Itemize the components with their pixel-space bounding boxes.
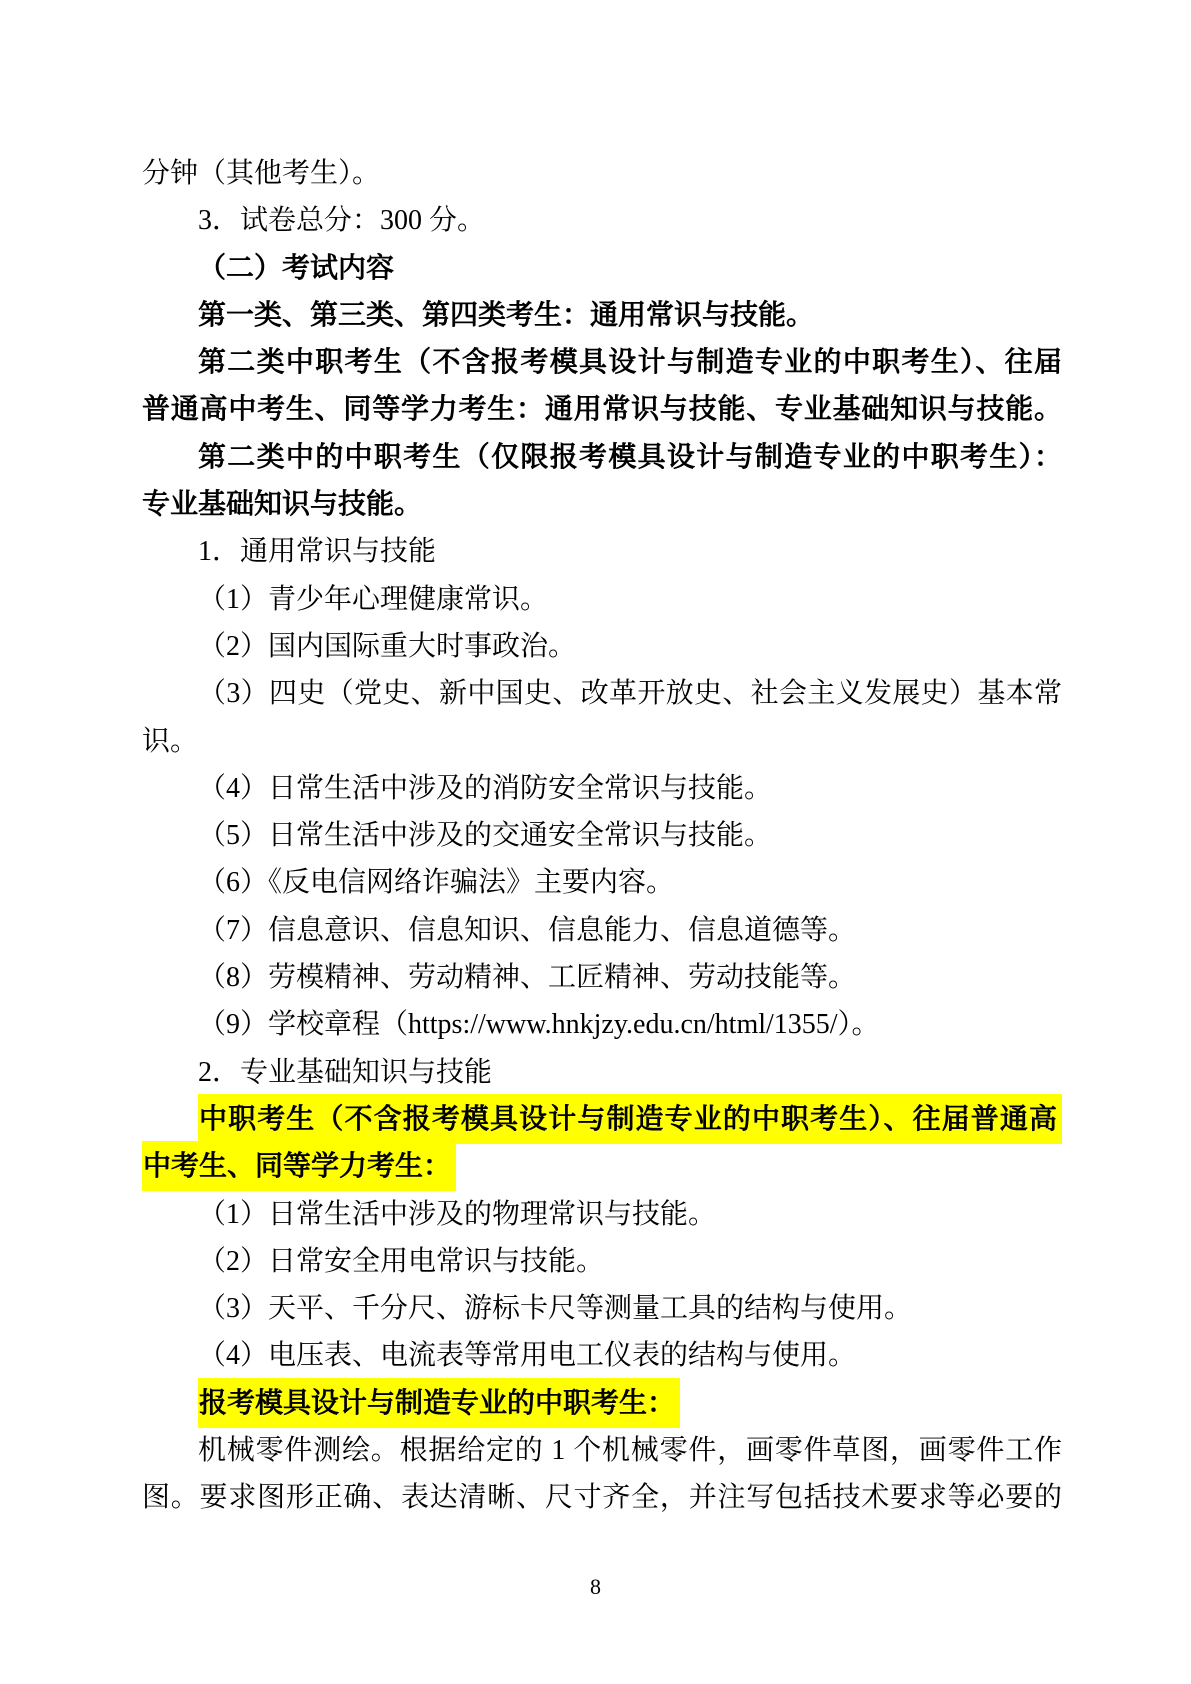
highlighted-text: 中职考生（不含报考模具设计与制造专业的中职考生）、往届普通高 [198, 1094, 1062, 1144]
text-line: （8）劳模精神、劳动精神、工匠精神、劳动技能等。 [198, 962, 857, 994]
text-line: （5）日常生活中涉及的交通安全常识与技能。 [198, 820, 773, 852]
text-line: （4）日常生活中涉及的消防安全常识与技能。 [198, 772, 773, 804]
text-line: （3）四史（党史、新中国史、改革开放史、社会主义发展史）基本常 [198, 678, 1062, 710]
highlighted-text: 报考模具设计与制造专业的中职考生： [198, 1378, 680, 1428]
page-number: 8 [590, 1574, 601, 1599]
text-line: 第二类中职考生（不含报考模具设计与制造专业的中职考生）、往届 [198, 347, 1062, 379]
text-line: 图。要求图形正确、表达清晰、尺寸齐全，并注写包括技术要求等必要的 [142, 1482, 1062, 1514]
text-line: 第一类、第三类、第四类考生：通用常识与技能。 [198, 299, 815, 331]
text-line: 1．通用常识与技能 [198, 536, 437, 568]
text-line: 2．专业基础知识与技能 [198, 1056, 493, 1088]
text-line: （二）考试内容 [198, 252, 395, 284]
text-line: （9）学校章程（https://www.hnkjzy.edu.cn/html/1355/）。 [198, 1009, 880, 1041]
text-line [142, 1380, 1062, 1427]
text-line: 3．试卷总分：300 分。 [198, 205, 486, 237]
text-line: （2）日常安全用电常识与技能。 [198, 1245, 605, 1277]
text-line [142, 1143, 1062, 1190]
text-line: （1）日常生活中涉及的物理常识与技能。 [198, 1198, 717, 1230]
document-body [142, 150, 1062, 1522]
text-line: 机械零件测绘。根据给定的 1 个机械零件，画零件草图，画零件工作 [198, 1435, 1062, 1467]
text-line: （6）《反电信网络诈骗法》主要内容。 [198, 867, 675, 899]
text-line: 识。 [142, 725, 199, 757]
text-line: 普通高中考生、同等学力考生：通用常识与技能、专业基础知识与技能。 [142, 394, 1062, 426]
text-line [142, 1096, 1062, 1143]
text-line: （7）信息意识、信息知识、信息能力、信息道德等。 [198, 914, 857, 946]
text-line: 分钟（其他考生）。 [142, 158, 381, 189]
text-line: 专业基础知识与技能。 [142, 489, 423, 521]
text-line: （2）国内国际重大时事政治。 [198, 630, 577, 662]
text-line: （3）天平、千分尺、游标卡尺等测量工具的结构与使用。 [198, 1293, 913, 1325]
text-line: 第二类中的中职考生（仅限报考模具设计与制造专业的中职考生）： [198, 441, 1062, 473]
highlighted-text: 中考生、同等学力考生： [142, 1141, 456, 1191]
text-line: （1）青少年心理健康常识。 [198, 583, 549, 615]
text-line: （4）电压表、电流表等常用电工仪表的结构与使用。 [198, 1340, 857, 1372]
